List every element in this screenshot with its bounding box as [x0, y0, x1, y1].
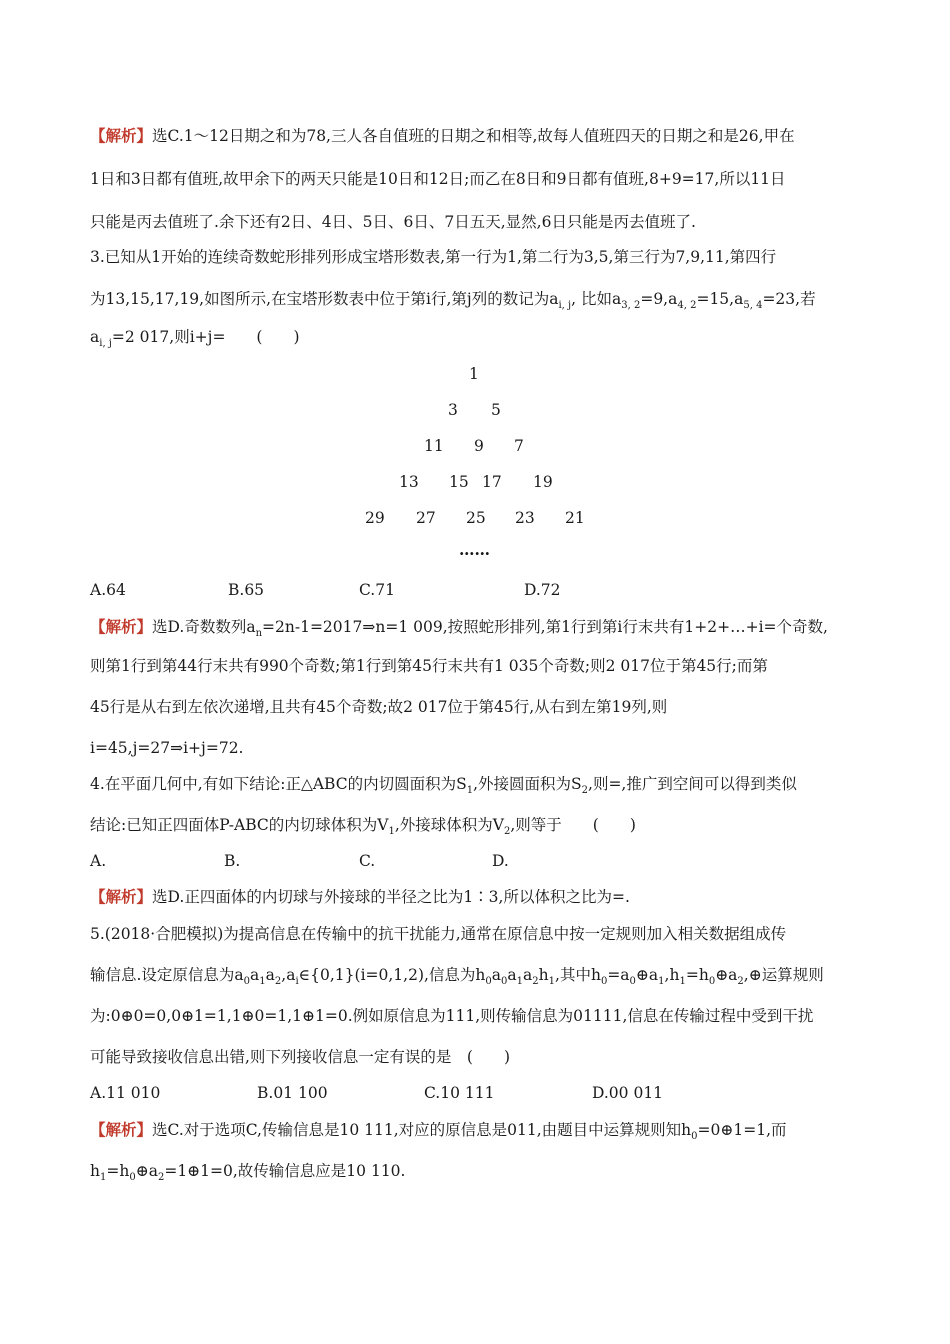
pyramid-number: 3	[448, 401, 458, 419]
analysis-tag: 【解析】	[90, 887, 153, 906]
q5-analysis-line-1	[90, 1120, 860, 1147]
text: , 比如a	[571, 290, 622, 308]
pyramid-number: 13	[399, 473, 419, 491]
pyramid-number: 21	[565, 509, 585, 527]
text: h	[90, 1162, 100, 1180]
q5-option-b: B.01 100	[257, 1084, 328, 1102]
text: ⊕a	[715, 966, 738, 984]
analysis-tag: 【解析】	[90, 126, 153, 145]
pyramid-number: 5	[491, 401, 501, 419]
q5-stem-line-3: 为:0⊕0=0,0⊕1=1,1⊕0=1,1⊕1=0.例如原信息为111,则传输信息为01111,信息在传输过程中受到干扰	[90, 1007, 814, 1025]
sub: 1	[548, 976, 556, 988]
text: 选C.1～12日期之和为78,三人各自值班的日期之和相等,故每人值班四天的日期之和是26,甲在	[152, 127, 795, 145]
q3-option-d: D.72	[524, 581, 561, 599]
sub: 2	[157, 1172, 165, 1184]
text: 为13,15,17,19,如图所示,在宝塔形数表中位于第i行,第j列的数记为a	[90, 290, 559, 308]
sub: 2	[274, 976, 282, 988]
text: ,a	[281, 966, 296, 984]
q2-analysis-line-3: 只能是丙去值班了.余下还有2日、4日、5日、6日、7日五天,显然,6日只能是丙去值班了.	[90, 213, 696, 231]
sub: 0	[691, 1131, 698, 1143]
text: =1⊕1=0,故传输信息应是10 110.	[164, 1162, 406, 1180]
q3-stem-line-3	[90, 327, 860, 354]
pyramid-number: 1	[469, 365, 479, 383]
pyramid-number: 11	[424, 437, 444, 455]
text: ∈{0,1}(i=0,1,2),信息为h	[298, 966, 486, 984]
text: =h	[685, 966, 709, 984]
text: ⊕a	[635, 966, 659, 984]
text: =15,a	[696, 290, 744, 308]
sub: 3, 2	[621, 300, 641, 312]
q2-analysis-line-1	[90, 126, 860, 146]
text: =23,若	[762, 290, 816, 308]
sub: 1	[388, 826, 395, 838]
q4-option-a: A.	[90, 852, 107, 870]
q3-option-a: A.64	[90, 581, 126, 599]
pyramid-number: 17	[482, 473, 502, 491]
sub: 2	[737, 976, 744, 988]
text: ,h	[664, 966, 680, 984]
text: ,外接球体积为V	[394, 816, 504, 834]
text: a	[507, 966, 517, 984]
sub: 0	[129, 1172, 136, 1184]
text: =9,a	[640, 290, 678, 308]
pyramid-number: 29	[365, 509, 385, 527]
pyramid-number: 27	[416, 509, 436, 527]
sub: 1	[516, 976, 524, 988]
sub: 4, 2	[677, 300, 697, 312]
q5-option-a: A.11 010	[90, 1084, 161, 1102]
q5-analysis-line-2	[90, 1161, 860, 1188]
text: 结论:已知正四面体P-ABC的内切球体积为V	[90, 816, 389, 834]
pyramid-ellipsis: ……	[459, 540, 490, 559]
text: ,则=,推广到空间可以得到类似	[588, 775, 797, 793]
analysis-tag: 【解析】	[90, 1120, 153, 1139]
q4-option-b: B.	[224, 852, 241, 870]
text: =a	[607, 966, 630, 984]
q4-option-c: C.	[359, 852, 376, 870]
q3-analysis-line-1	[90, 617, 860, 644]
sub: i, j	[558, 300, 572, 312]
sub: 1	[466, 785, 474, 797]
text: a	[265, 966, 275, 984]
q2-analysis-line-2: 1日和3日都有值班,故甲余下的两天只能是10日和12日;而乙在8日和9日都有值班,8+9=17,所以11日	[90, 170, 786, 188]
q5-stem-line-1: 5.(2018·合肥模拟)为提高信息在传输中的抗干扰能力,通常在原信息中按一定规则加入相关数据组成传	[90, 925, 787, 943]
q3-stem-line-2	[90, 289, 860, 316]
q5-stem-line-2	[90, 965, 860, 992]
pyramid-number: 25	[466, 509, 486, 527]
sub: 0	[600, 976, 608, 988]
q5-stem-line-4: 可能导致接收信息出错,则下列接收信息一定有误的是 ( )	[90, 1048, 511, 1066]
sub: 0	[501, 976, 508, 988]
text: =0⊕1=1,而	[697, 1121, 787, 1139]
q5-option-c: C.10 111	[424, 1084, 495, 1102]
q4-stem-line-1	[90, 774, 860, 801]
pyramid-number: 15	[449, 473, 469, 491]
text: h	[538, 966, 549, 984]
pyramid-number: 23	[515, 509, 535, 527]
text: ⊕a	[135, 1162, 158, 1180]
text: =h	[106, 1162, 130, 1180]
q3-analysis-line-4: i=45,j=27⇒i+j=72.	[90, 739, 244, 757]
text: 4.在平面几何中,有如下结论:正△ABC的内切圆面积为S	[90, 775, 467, 793]
sub: i, j	[99, 338, 112, 350]
text: a	[250, 966, 260, 984]
pyramid-number: 19	[533, 473, 553, 491]
q4-stem-line-2	[90, 815, 860, 842]
q4-analysis	[90, 887, 860, 907]
q3-option-b: B.65	[228, 581, 265, 599]
text: a	[523, 966, 533, 984]
text: =2 017,则i+j= ( )	[111, 328, 300, 346]
text: 选C.对于选项C,传输信息是10 111,对应的原信息是011,由题目中运算规则知h	[152, 1121, 692, 1139]
text: 选D.奇数数列a	[152, 618, 256, 636]
pyramid-number: 9	[474, 437, 484, 455]
q5-option-d: D.00 011	[592, 1084, 664, 1102]
sub: 2	[532, 976, 539, 988]
sub: 5, 4	[743, 300, 763, 312]
text: ,外接圆面积为S	[473, 775, 582, 793]
sub: 0	[243, 976, 251, 988]
text: a	[491, 966, 502, 984]
text: ,⊕运算规则	[743, 966, 824, 984]
sub: 0	[629, 976, 636, 988]
sub: 0	[485, 976, 492, 988]
q3-option-c: C.71	[359, 581, 395, 599]
text: ,则等于 ( )	[510, 816, 636, 834]
sub: 1	[259, 976, 266, 988]
pyramid-number: 7	[514, 437, 524, 455]
sub: i	[295, 976, 299, 988]
q4-option-d: D.	[492, 852, 509, 870]
text: 选D.正四面体的内切球与外接球的半径之比为1∶3,所以体积之比为=.	[152, 888, 630, 906]
text: 输信息.设定原信息为a	[90, 966, 244, 984]
q3-stem-line-1: 3.已知从1开始的连续奇数蛇形排列形成宝塔形数表,第一行为1,第二行为3,5,第三行为7,9,11,第四行	[90, 248, 777, 266]
sub: n	[255, 628, 263, 640]
sub: 2	[581, 785, 589, 797]
sub: 1	[658, 976, 665, 988]
q3-analysis-line-2: 则第1行到第44行末共有990个奇数;第1行到第45行末共有1 035个奇数;则2 017位于第45行;而第	[90, 657, 768, 675]
sub: 0	[708, 976, 716, 988]
text: a	[90, 328, 100, 346]
sub: 1	[679, 976, 686, 988]
analysis-tag: 【解析】	[90, 617, 153, 636]
text: =2n-1=2017⇒n=1 009,按照蛇形排列,第1行到第i行末共有1+2+…+i=个奇数,	[262, 618, 828, 636]
q3-analysis-line-3: 45行是从右到左依次递增,且共有45个奇数;故2 017位于第45行,从右到左第19列,则	[90, 698, 668, 716]
sub: 2	[503, 826, 511, 838]
text: ,其中h	[555, 966, 601, 984]
sub: 1	[99, 1172, 107, 1184]
